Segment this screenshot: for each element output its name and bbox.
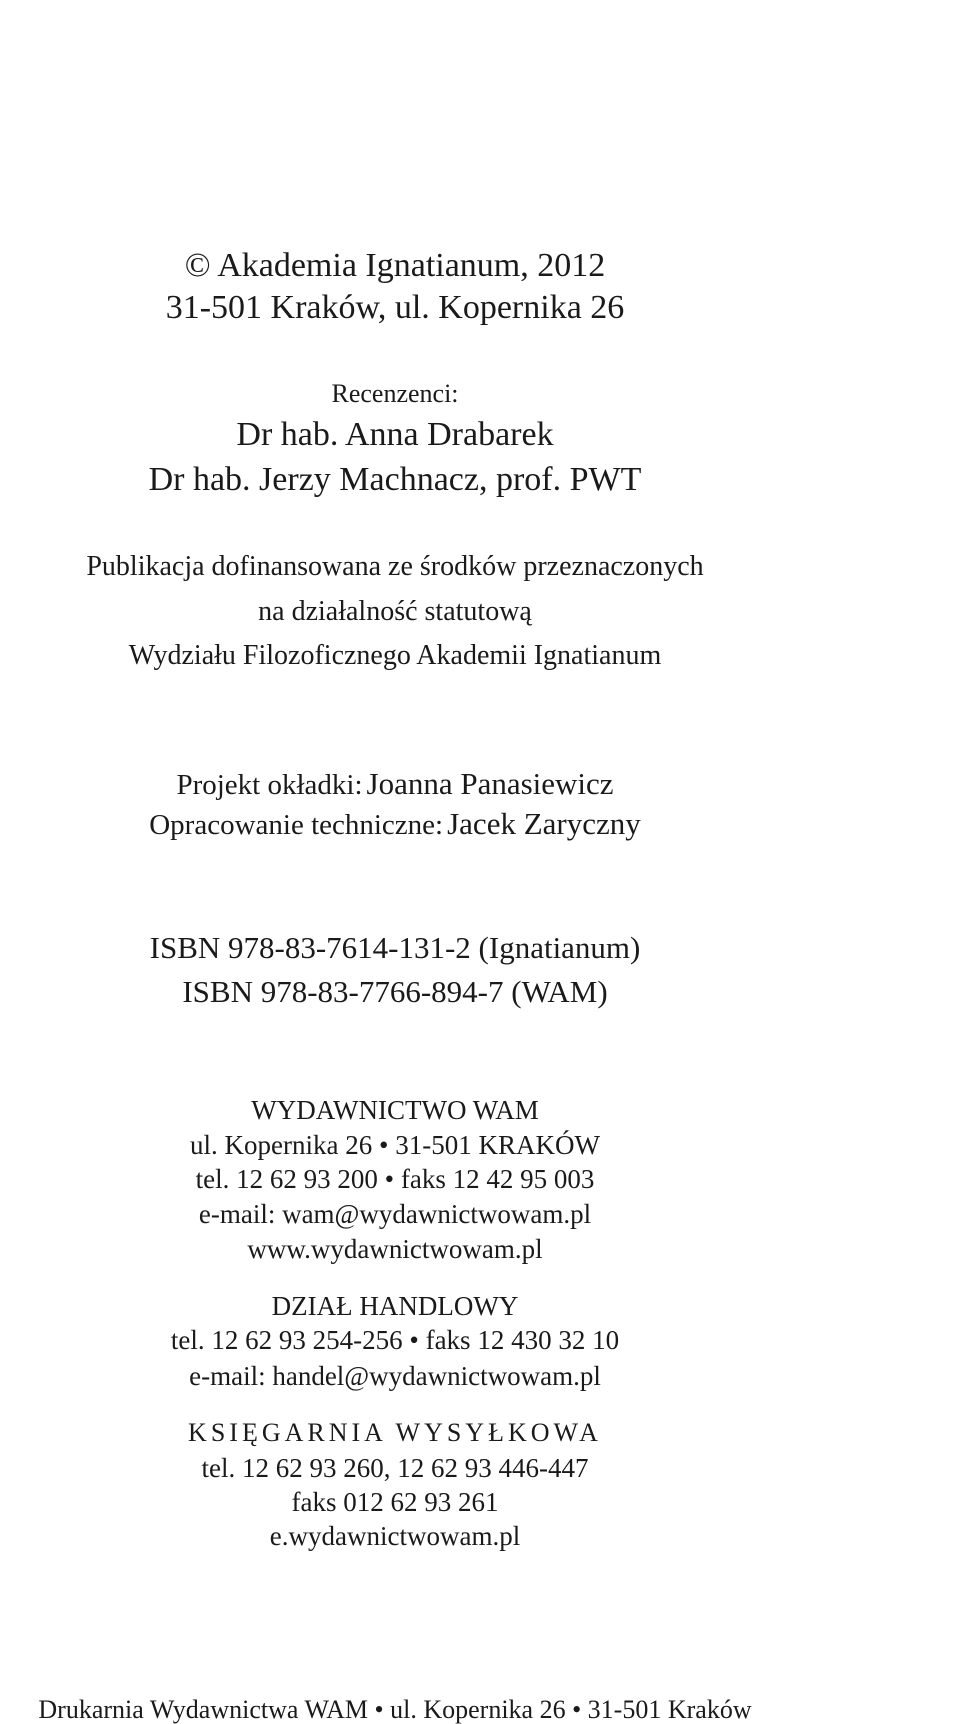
printer-line: Drukarnia Wydawnictwa WAM • ul. Kopernika 26 • 31-501 Kraków [38, 1695, 752, 1724]
mail-order-phone: tel. 12 62 93 260, 12 62 93 446-447 [201, 1453, 589, 1483]
sales-email: e-mail: handel@wydawnictwowam.pl [189, 1361, 601, 1391]
copyright-address: 31-501 Kraków, ul. Kopernika 26 [165, 289, 625, 326]
isbn-line: ISBN 978-83-7614-131-2 (Ignatianum) [149, 930, 641, 965]
isbn-line: ISBN 978-83-7766-894-7 (WAM) [182, 974, 608, 1009]
tech-credit-label: Opracowanie techniczne: [149, 809, 444, 841]
publisher-www: www.wydawnictwowam.pl [247, 1234, 543, 1264]
sales-phone: tel. 12 62 93 254-256 • faks 12 430 32 10 [170, 1325, 620, 1355]
mail-order-fax: faks 012 62 93 261 [291, 1487, 499, 1517]
tech-credit-name: Jacek Zaryczny [447, 806, 641, 841]
tech-credit [0, 808, 790, 840]
mail-order-web: e.wydawnictwowam.pl [269, 1521, 521, 1551]
funding-line: Wydziału Filozoficznego Akademii Ignatianum [128, 640, 662, 671]
cover-credit-label: Projekt okładki: [176, 769, 363, 801]
copyright-line: © Akademia Ignatianum, 2012 [184, 247, 606, 284]
cover-credit-name: Joanna Panasiewicz [366, 766, 614, 801]
funding-line: Publikacja dofinansowana ze środków przeznaczonych [86, 551, 704, 582]
publisher-address: ul. Kopernika 26 • 31-501 KRAKÓW [190, 1130, 600, 1160]
funding-line: na działalność statutową [258, 596, 532, 627]
reviewers-label: Recenzenci: [331, 379, 459, 408]
publisher-name: WYDAWNICTWO WAM [251, 1095, 539, 1125]
mail-order-title: KSIĘGARNIA WYSYŁKOWA [188, 1418, 602, 1447]
reviewer-name: Dr hab. Anna Drabarek [236, 416, 554, 453]
publisher-email: e-mail: wam@wydawnictwowam.pl [198, 1199, 592, 1229]
publisher-phone: tel. 12 62 93 200 • faks 12 42 95 003 [195, 1164, 595, 1194]
sales-title: DZIAŁ HANDLOWY [271, 1291, 519, 1321]
reviewer-name: Dr hab. Jerzy Machnacz, prof. PWT [148, 461, 642, 498]
cover-credit [0, 768, 790, 800]
